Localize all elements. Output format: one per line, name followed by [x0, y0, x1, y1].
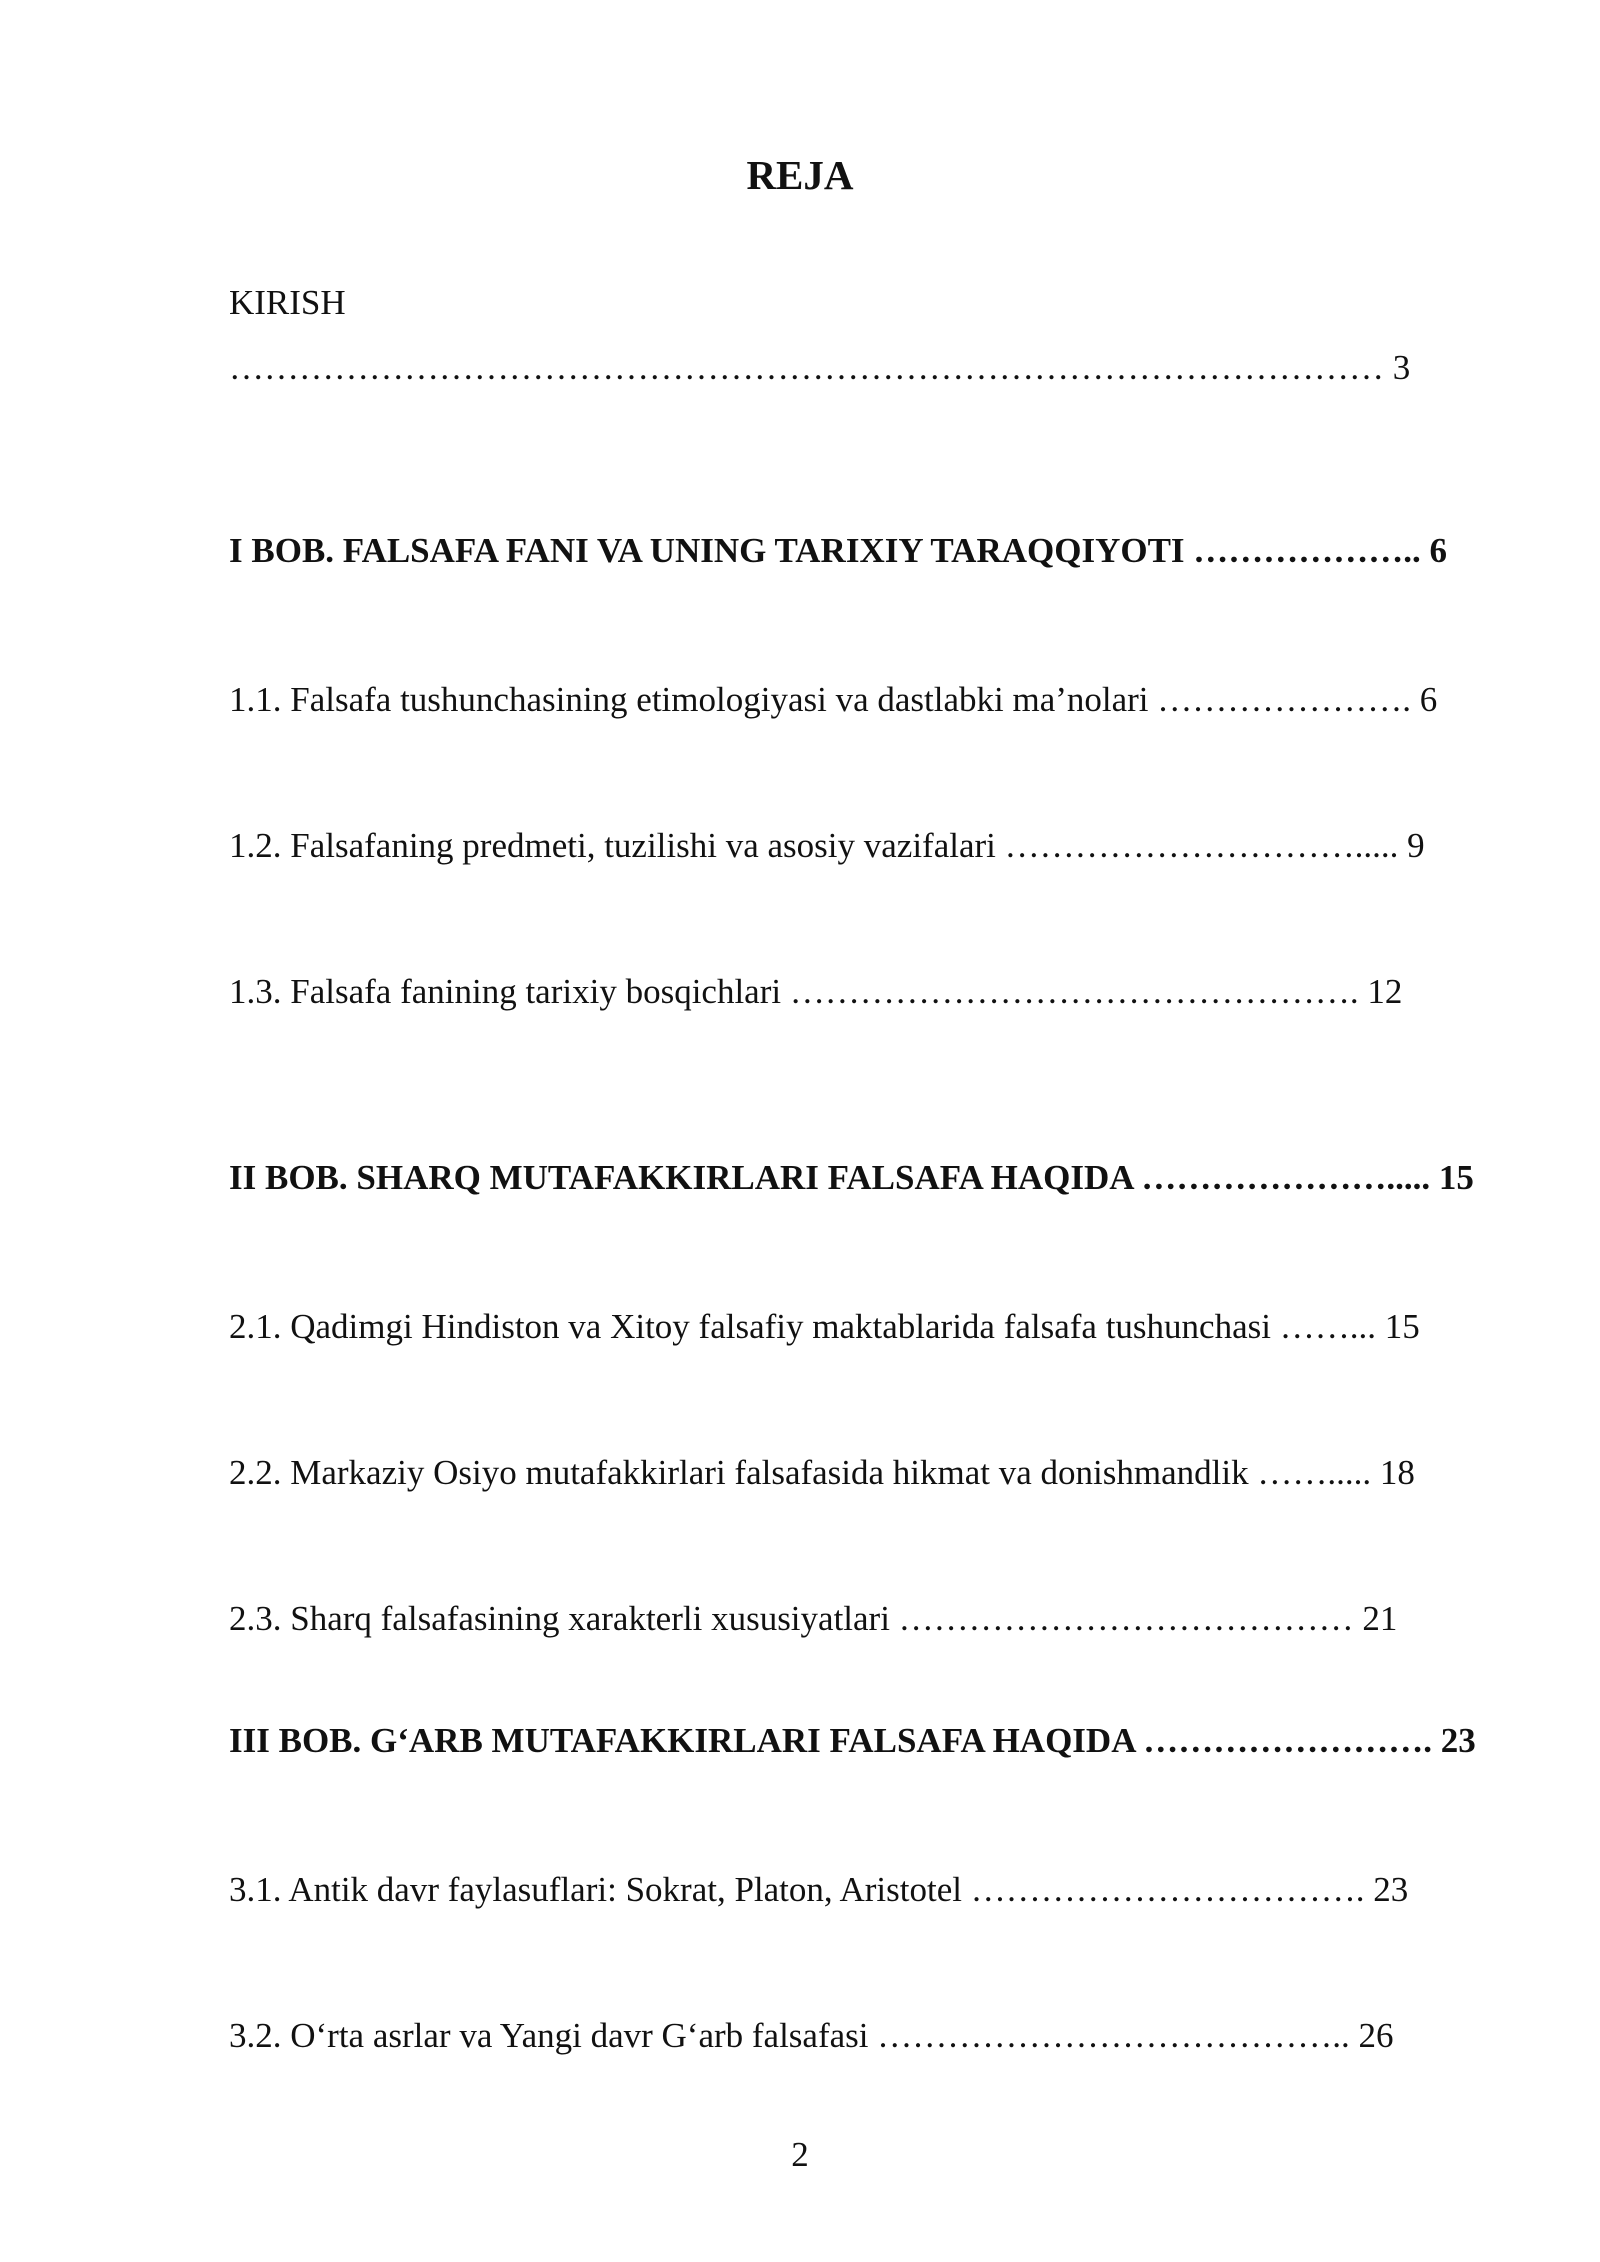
toc-section-1-1: 1.1. Falsafa tushunchasining etimologiyasi va dastlabki ma’nolari …………………. 6: [229, 680, 1438, 719]
toc-section-2-3: 2.3. Sharq falsafasining xarakterli xususiyatlari ………………………………… 21: [229, 1599, 1398, 1638]
toc-section-3-2: 3.2. O‘rta asrlar va Yangi davr G‘arb falsafasi ………………………………….. 26: [229, 2016, 1394, 2055]
toc-chapter-2: II BOB. SHARQ MUTAFAKKIRLARI FALSAFA HAQIDA …………………..... 15: [229, 1158, 1474, 1197]
page-number: 2: [791, 2135, 809, 2174]
page-title: REJA: [746, 152, 854, 198]
toc-chapter-1: I BOB. FALSAFA FANI VA UNING TARIXIY TARAQQIYOTI ……………….. 6: [229, 531, 1448, 570]
toc-chapter-3: III BOB. G‘ARB MUTAFAKKIRLARI FALSAFA HAQIDA ……………………. 23: [229, 1721, 1476, 1760]
toc-entry-kirish: KIRISH ……………………………………………………………………………………… 3: [229, 283, 1411, 387]
toc-section-3-1: 3.1. Antik davr faylasuflari: Sokrat, Platon, Aristotel ……………………………. 23: [229, 1870, 1409, 1909]
toc-section-1-3: 1.3. Falsafa fanining tarixiy bosqichlari …………………………………………. 12: [229, 972, 1403, 1011]
toc-section-2-2: 2.2. Markaziy Osiyo mutafakkirlari falsafasida hikmat va donishmandlik ……..... 18: [229, 1453, 1415, 1492]
toc-section-2-1: 2.1. Qadimgi Hindiston va Xitoy falsafiy maktablarida falsafa tushunchasi ……... 15: [229, 1307, 1420, 1346]
toc-section-1-2: 1.2. Falsafaning predmeti, tuzilishi va asosiy vazifalari …………………………..... 9: [229, 826, 1425, 865]
